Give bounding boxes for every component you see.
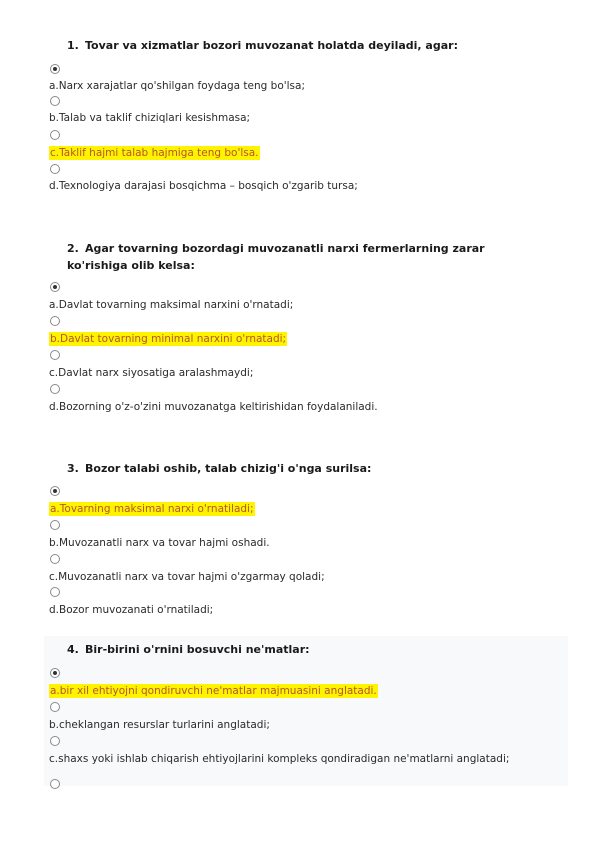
- question-number: 4.: [67, 643, 79, 656]
- option-b[interactable]: b.Talab va taklif chiziqlari kesishmasa;: [49, 112, 251, 124]
- radio-icon[interactable]: [50, 130, 60, 140]
- question-text: Agar tovarning bozordagi muvozanatli narxi fermerlarning zarar ko'rishiga olib kelsa:: [67, 242, 485, 272]
- radio-checked-icon[interactable]: [50, 668, 60, 678]
- option-c[interactable]: c.Davlat narx siyosatiga aralashmaydi;: [49, 367, 254, 379]
- radio-checked-icon[interactable]: [50, 64, 60, 74]
- option-b[interactable]: b.cheklangan resurslar turlarini anglatadi;: [49, 719, 270, 731]
- radio-icon[interactable]: [50, 96, 60, 106]
- radio-icon[interactable]: [50, 702, 60, 712]
- radio-icon[interactable]: [50, 164, 60, 174]
- option-c-highlighted[interactable]: c.Taklif hajmi talab hajmiga teng bo'lsa.: [50, 147, 259, 159]
- question-number: 2.: [67, 242, 79, 255]
- radio-icon[interactable]: [50, 384, 60, 394]
- question-number: 1.: [67, 39, 79, 52]
- question-title: [67, 37, 547, 54]
- option-a[interactable]: a.Davlat tovarning maksimal narxini o'rnatadi;: [49, 299, 294, 311]
- question-number: 3.: [67, 462, 79, 475]
- option-a-highlighted[interactable]: a.Tovarning maksimal narxi o'rnatiladi;: [50, 503, 254, 515]
- option-d[interactable]: d.Texnologiya darajasi bosqichma – bosqich o'zgarib tursa;: [49, 180, 358, 192]
- radio-icon[interactable]: [50, 520, 60, 530]
- radio-icon[interactable]: [50, 316, 60, 326]
- option-c[interactable]: c.Muvozanatli narx va tovar hajmi o'zgarmay qoladi;: [49, 571, 325, 583]
- question-title: [67, 240, 547, 274]
- radio-icon[interactable]: [50, 554, 60, 564]
- option-d[interactable]: d.Bozorning o'z-o'zini muvozanatga keltirishidan foydalaniladi.: [49, 401, 378, 413]
- question-text: Tovar va xizmatlar bozori muvozanat holatda deyiladi, agar:: [85, 39, 458, 52]
- question-text: Bozor talabi oshib, talab chizig'i o'nga surilsa:: [85, 462, 372, 475]
- option-c[interactable]: c.shaxs yoki ishlab chiqarish ehtiyojlarini kompleks qondiradigan ne'matlarni anglatadi;: [49, 753, 510, 765]
- option-d[interactable]: d.Bozor muvozanati o'rnatiladi;: [49, 604, 214, 616]
- radio-icon[interactable]: [50, 587, 60, 597]
- radio-icon[interactable]: [50, 736, 60, 746]
- radio-icon[interactable]: [50, 779, 60, 789]
- question-title: [67, 460, 547, 477]
- question-text: Bir-birini o'rnini bosuvchi ne'matlar:: [85, 643, 310, 656]
- option-b-highlighted[interactable]: b.Davlat tovarning minimal narxini o'rnatadi;: [50, 333, 287, 345]
- radio-icon[interactable]: [50, 350, 60, 360]
- radio-checked-icon[interactable]: [50, 486, 60, 496]
- option-a[interactable]: a.Narx xarajatlar qo'shilgan foydaga teng bo'lsa;: [49, 80, 305, 92]
- option-b[interactable]: b.Muvozanatli narx va tovar hajmi oshadi.: [49, 537, 270, 549]
- option-a-highlighted[interactable]: a.bir xil ehtiyojni qondiruvchi ne'matlar majmuasini anglatadi.: [50, 685, 377, 697]
- radio-checked-icon[interactable]: [50, 282, 60, 292]
- question-title: [67, 641, 547, 658]
